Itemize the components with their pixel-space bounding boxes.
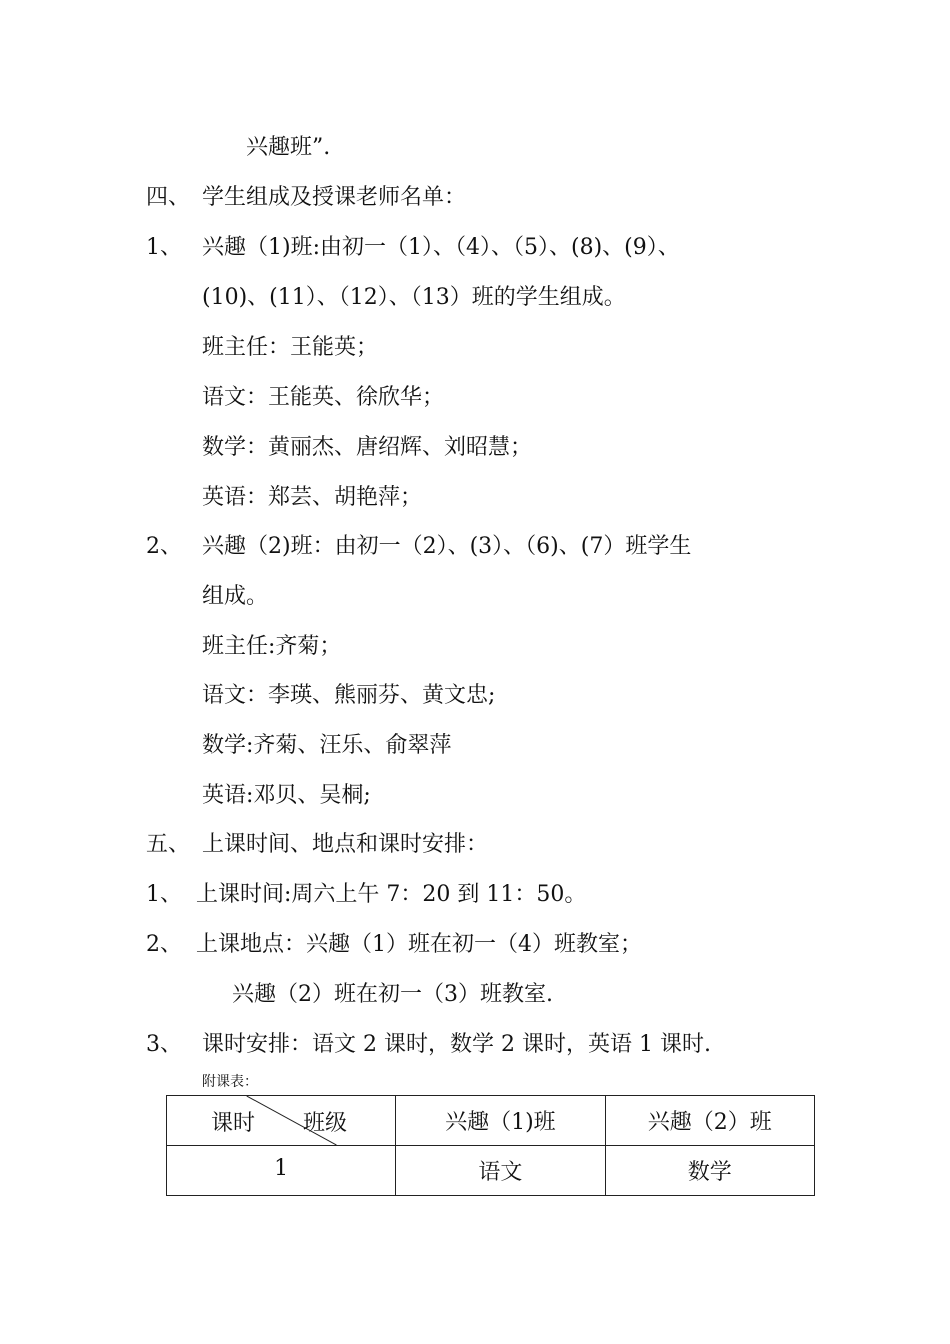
text-line: 英语：郑芸、胡艳萍； bbox=[202, 485, 423, 510]
period-cell: 1 bbox=[167, 1146, 396, 1196]
corner-label-period: 课时 bbox=[211, 1111, 256, 1136]
section-heading: 学生组成及授课老师名单： bbox=[202, 185, 467, 210]
header-cell-class2: 兴趣（2）班 bbox=[605, 1096, 814, 1146]
text-line: 语文：王能英、徐欣华； bbox=[202, 385, 445, 410]
text-line: 兴趣班”. bbox=[246, 135, 331, 160]
text-line: 班主任：王能英； bbox=[202, 335, 379, 360]
text-line: 兴趣（2)班：由初一（2）、(3）、（6)、(7）班学生 bbox=[202, 534, 692, 559]
section-number: 五、 bbox=[146, 832, 191, 857]
list-number: 2、 bbox=[146, 534, 182, 559]
list-number: 1、 bbox=[146, 882, 182, 907]
text-line: 班主任:齐菊； bbox=[202, 634, 342, 659]
subject-cell: 语文 bbox=[396, 1146, 605, 1196]
table-header-row bbox=[167, 1096, 815, 1146]
list-number: 2、 bbox=[146, 932, 182, 957]
text-line: 组成。 bbox=[202, 584, 269, 609]
corner-label-class: 班级 bbox=[303, 1111, 348, 1136]
text-line: 数学：黄丽杰、唐绍辉、刘昭慧； bbox=[202, 435, 533, 460]
text-line: 上课时间:周六上午 7：20 到 11：50。 bbox=[196, 882, 587, 907]
text-line: 兴趣（1)班:由初一（1）、（4）、（5）、(8)、(9）、 bbox=[202, 235, 680, 260]
section-heading: 上课时间、地点和课时安排： bbox=[202, 832, 489, 857]
corner-header-cell bbox=[167, 1096, 396, 1146]
text-line: 语文：李瑛、熊丽芬、黄文忠; bbox=[202, 683, 496, 708]
schedule-table bbox=[166, 1095, 815, 1196]
table-caption: 附课表： bbox=[202, 1074, 258, 1090]
text-line: (10)、(11）、（12）、（13）班的学生组成。 bbox=[202, 285, 626, 310]
subject-cell: 数学 bbox=[605, 1146, 814, 1196]
list-number: 3、 bbox=[146, 1032, 182, 1057]
header-cell-class1: 兴趣（1)班 bbox=[396, 1096, 605, 1146]
diagonal-divider bbox=[167, 1096, 395, 1145]
list-number: 1、 bbox=[146, 235, 182, 260]
table-row bbox=[167, 1146, 815, 1196]
text-line: 数学:齐菊、汪乐、俞翠萍 bbox=[202, 733, 452, 758]
text-line: 英语:邓贝、吴桐; bbox=[202, 783, 371, 808]
text-line: 兴趣（2）班在初一（3）班教室. bbox=[232, 982, 553, 1007]
section-number: 四、 bbox=[146, 185, 191, 210]
text-line: 课时安排：语文 2 课时，数学 2 课时，英语 1 课时. bbox=[202, 1032, 711, 1057]
text-line: 上课地点：兴趣（1）班在初一（4）班教室； bbox=[196, 932, 642, 957]
